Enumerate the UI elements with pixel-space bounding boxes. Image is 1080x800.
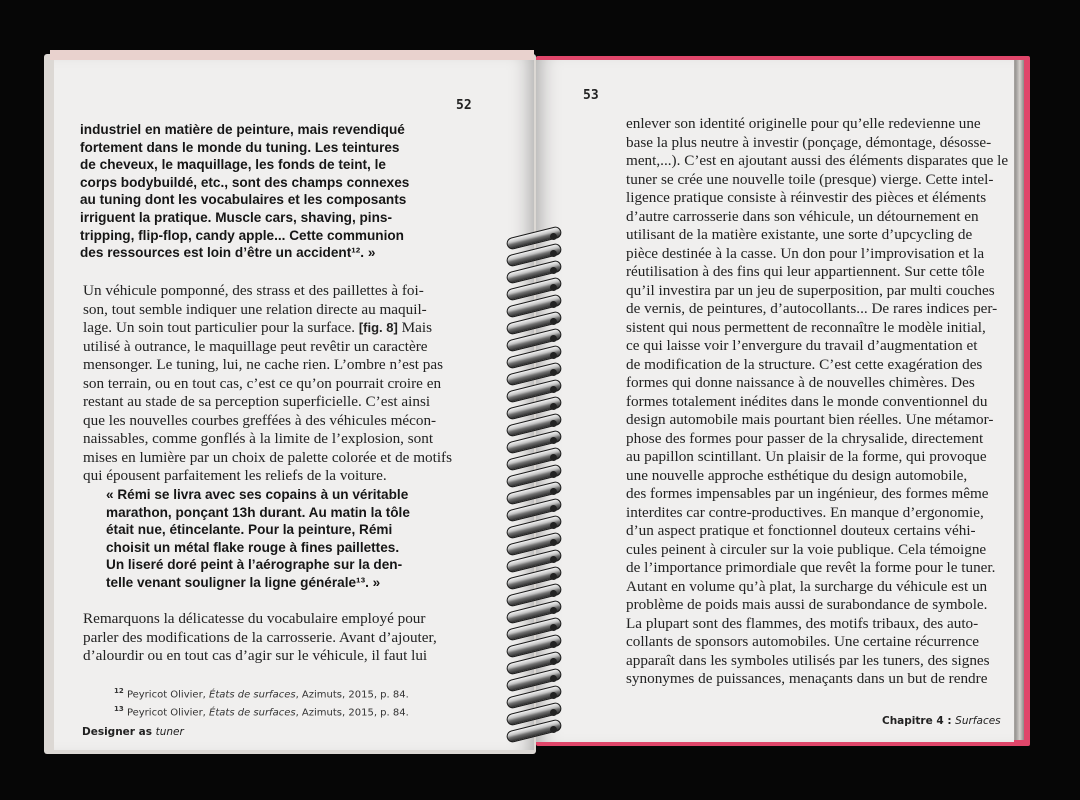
block-quote [106,486,410,592]
running-footer [82,726,184,738]
text-line: d’autre carrosserie dans son véhicule, un détournement en [626,207,979,225]
binding-hole [550,709,557,716]
text-line: phose des formes pour passer de la chrysalide, directement [626,429,984,447]
text-line: son terrain, ou en tout cas, c’est ce qu’on pourrait croire en [83,374,442,392]
footnote-author: Peyricot Olivier, [126,689,210,701]
text-line: mensonger. Le tuning, lui, ne cache rien. L’ombre n’est pas [83,356,444,373]
binding-hole [550,522,557,529]
page-number: 53 [583,88,599,103]
binding-hole [550,318,557,325]
footer-text: Chapitre 4 : [882,715,956,727]
binding-hole [550,437,557,444]
text-line: synonymes de puissances, menaçants dans un but de rendre [626,670,988,687]
binding-hole [550,539,557,546]
quote-line: corps bodybuildé, etc., sont des champs connexes [80,174,410,190]
text-line: design automobile mais pourtant bien réelles. Une métamor- [626,411,994,428]
binding-hole [550,369,557,376]
text-line: restant au stade de sa perception superficielle. C’est ainsi [83,393,431,410]
text-line: son, tout semble indiquer une relation directe au maquil- [83,300,427,318]
footnote-title: États de surfaces [209,689,296,701]
text-line: Un véhicule pomponné, des strass et des paillettes à foi- [83,282,424,299]
text-line: interdites car contre-productives. En manque d’ergonomie, [626,503,984,521]
binding-hole [550,590,557,597]
quote-line: fortement dans le monde du tuning. Les teintures [80,139,400,155]
text-line: d’un aspect pratique et fonctionnel douteux certains véhi- [626,522,976,539]
text-line: ment,...). C’est en ajoutant aussi des éléments disparates que le [626,152,1009,169]
quote-line: au tuning dont les vocabulaires et les composants [80,192,407,208]
left-page [54,60,534,750]
text-line: une nouvelle approche esthétique du design automobile, [626,466,968,484]
text-line: d’alourdir ou en tout cas d’agir sur le véhicule, il faut lui [83,647,428,664]
binding-hole [550,471,557,478]
quote-line: des ressources est loin d’être un accident¹². » [80,245,376,261]
binding-hole [550,250,557,257]
text-span: Mais [397,319,432,336]
text-line: ligence pratique consiste à réinvestir des pièces et éléments [626,189,987,206]
body-paragraph [626,115,1008,689]
text-line: réutilisation à des fins qui leur appartiennent. Sur cette tôle [626,263,985,280]
binding-hole [550,335,557,342]
binding-hole [550,488,557,495]
binding-hole [550,454,557,461]
text-line: base la plus neutre à investir (ponçage, démontage, désosse- [626,133,992,151]
text-line: Autant en volume qu’à plat, la surcharge du véhicule est un [626,577,988,595]
text-line: sistent qui nous permettent de reconnaître le modèle initial, [626,318,986,336]
text-line: de vernis, de peintures, d’autocollants... De rares indices per- [626,300,998,317]
text-line: de modification de la structure. C’est cette exagération des [626,355,983,373]
quote-line: « Rémi se livra avec ses copains à un véritable [106,487,409,502]
binding-hole [550,403,557,410]
block-quote [80,121,409,262]
footer-italic: Surfaces [955,715,1001,727]
quote-line: de cheveux, le maquillage, les fonds de teint, le [80,157,386,173]
figure-reference[interactable]: [fig. 8] [358,320,398,335]
footnote-author: Peyricot Olivier, [126,707,210,719]
text-line: enlever son identité originelle pour qu’elle redevienne une [626,115,981,132]
right-page [536,60,1014,742]
text-line: formes qui donne naissance à de nouvelles chimères. Des [626,374,975,391]
text-line: tuner se crée une nouvelle toile (presque) vierge. Cette intel- [626,170,994,188]
text-line: utilisant de la matière existante, une sorte d’upcycling de [626,226,973,243]
binding-hole [550,658,557,665]
binding-hole [550,573,557,580]
text-line: des formes impensables par un ingénieur, des formes même [626,485,989,502]
text-line: que les nouvelles courbes greffées à des véhicules mécon- [83,411,437,429]
binding-hole [550,556,557,563]
text-line: ce qui laisse voir l’envergure du travail d’augmentation et [626,337,978,354]
text-line: cules peinent à circuler sur la voie publique. Cela témoigne [626,540,987,558]
text-line: qui épousent parfaitement les reliefs de la voiture. [83,467,387,484]
text-line: au papillon scintillant. Un plaisir de la forme, qui provoque [626,448,987,465]
text-line: qu’il investira par un jeu de superposition, par multi couches [626,281,995,299]
quote-line: telle venant souligner la ligne générale¹³. » [106,574,381,590]
text-line: pièce destinée à la casse. Un don pour l’improvisation et la [626,244,985,262]
quote-line: choisit un métal flake rouge à fines paillettes. [106,539,400,555]
text-line: apparaît dans les symboles utilisés par les tuners, des signes [626,651,990,669]
footnote [114,684,409,702]
text-line: La plupart sont des flammes, des motifs tribaux, des auto- [626,614,979,632]
text-line: problème de poids mais aussi de surabondance de symbole. [626,596,988,613]
footer-italic: tuner [155,726,184,738]
binding-hole [550,420,557,427]
binding-hole [550,692,557,699]
text-line: utilisé à outrance, le maquillage peut revêtir un caractère [83,337,428,355]
text-span: lage. Un soin tout particulier pour la surface. [83,319,356,336]
text-line: Remarquons la délicatesse du vocabulaire employé pour [83,610,426,627]
quote-line: marathon, ponçant 13h durant. Au matin la tôle [106,504,410,520]
text-line: mises en lumière par un choix de palette colorée et de motifs [83,448,453,466]
footnotes [114,684,409,721]
binding-hole [550,233,557,240]
binding-hole [550,726,557,733]
binding-hole [550,607,557,614]
binding-hole [550,624,557,631]
footnote-title: États de surfaces [209,707,296,719]
running-footer [882,715,1001,727]
quote-line: tripping, flip-flop, candy apple... Cette communion [80,227,404,243]
footnote-number: 12 [114,687,124,695]
body-paragraph [83,610,437,666]
text-line: formes totalement inédites dans le monde conventionnel du [626,392,988,410]
text-line: naissables, comme gonflés à la limite de l’explosion, sont [83,430,434,447]
binding-hole [550,505,557,512]
footnote-rest: , Azimuts, 2015, p. 84. [295,707,409,719]
body-paragraph [83,282,452,486]
text-line: parler des modifications de la carrosserie. Avant d’ajouter, [83,628,437,646]
footer-text: Designer as [82,726,156,738]
binding-hole [550,284,557,291]
quote-line: Un liseré doré peint à l’aérographe sur la den- [106,557,403,573]
quote-line: industriel en matière de peinture, mais revendiqué [80,122,405,137]
footnote-number: 13 [114,705,124,714]
text-line: collants de sponsors automobiles. Une certaine récurrence [626,633,979,650]
spiral-binding [506,232,566,752]
text-line [83,319,452,338]
binding-hole [550,267,557,274]
left-page-edge [50,50,534,60]
binding-hole [550,352,557,359]
binding-hole [550,386,557,393]
quote-line: irriguent la pratique. Muscle cars, shaving, pins- [80,209,392,225]
page-number: 52 [456,98,472,113]
quote-line: était nue, étincelante. Pour la peinture, Rémi [106,522,393,538]
binding-hole [550,675,557,682]
binding-hole [550,301,557,308]
text-line: de l’importance primordiale que revêt la forme pour le tuner. [626,559,996,576]
binding-hole [550,641,557,648]
footnote-rest: , Azimuts, 2015, p. 84. [295,689,409,701]
footnote [114,702,409,720]
